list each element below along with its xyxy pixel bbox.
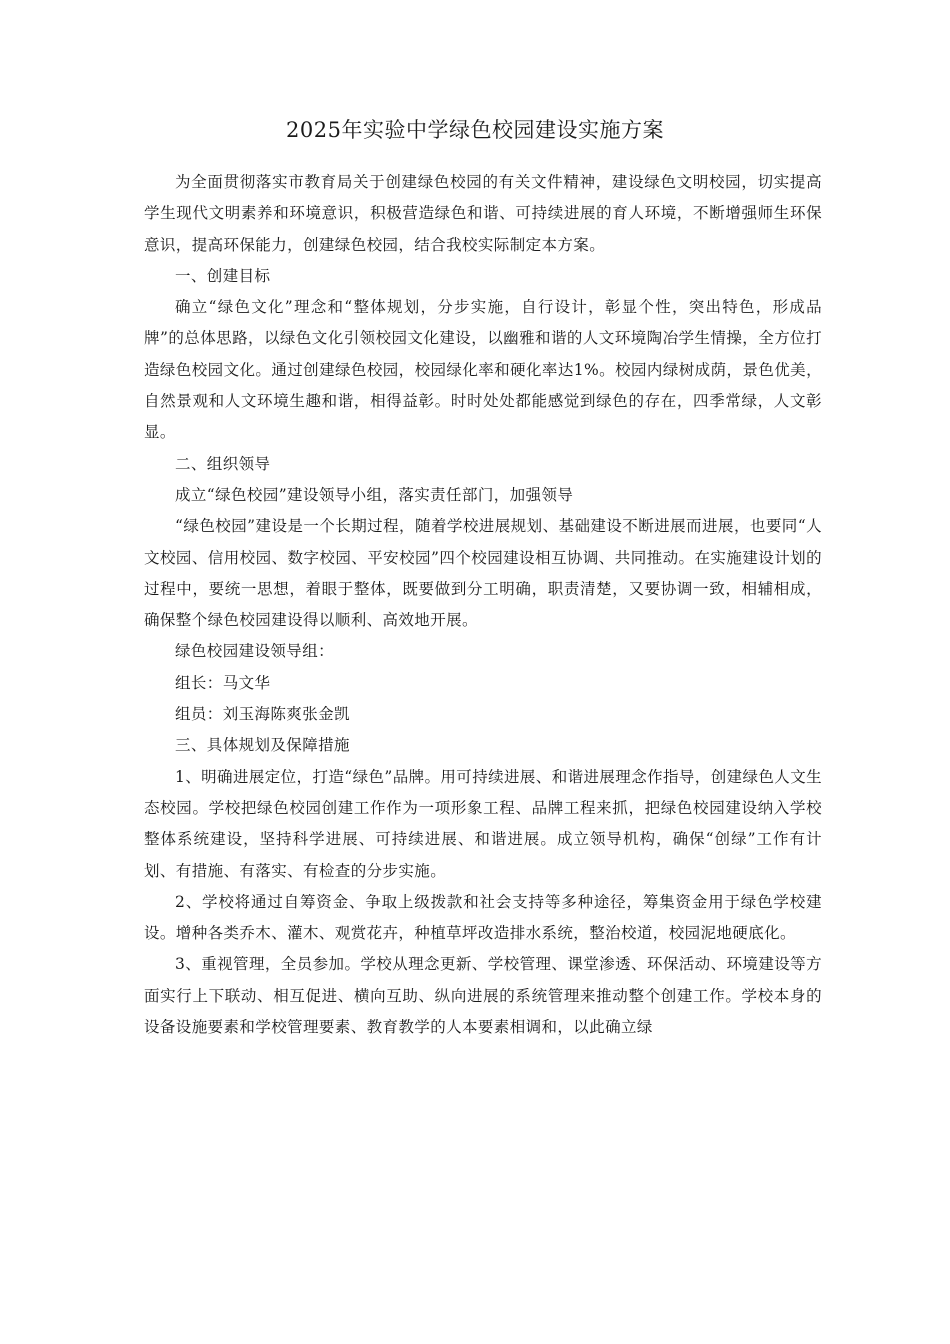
- paragraph-group-members: 组员：刘玉海陈爽张金凯: [175, 705, 350, 724]
- paragraph-intro: 为全面贯彻落实市教育局关于创建绿色校园的有关文件精神，建设绿色文明校园，切实提高学生现代文明素养和环境意识，积极营造绿色和谐、可持续进展的育人环境，不断增强师生环保意识，提高环保能力，创建绿色校园，结合我校实际制定本方案。: [144, 173, 822, 254]
- heading-measures: 三、具体规划及保障措施: [175, 736, 350, 755]
- heading-goals: 一、创建目标: [175, 266, 271, 285]
- paragraph-leadership-group: 成立“绿色校园”建设领导小组，落实责任部门，加强领导: [175, 485, 574, 504]
- paragraph-measure-1: 1、明确进展定位，打造“绿色”品牌。用可持续进展、和谐进展理念作指导，创建绿色人文生态校园。学校把绿色校园创建工作作为一项形象工程、品牌工程来抓，把绿色校园建设纳入学校整体系统建设，坚持科学进展、可持续进展、和谐进展。成立领导机构，确保“创绿”工作有计划、有措施、有落实、有检查的分步实施。: [144, 767, 823, 880]
- document-body: [144, 167, 822, 1043]
- heading-organization: 二、组织领导: [175, 454, 271, 473]
- paragraph-long-term-process: “绿色校园”建设是一个长期过程，随着学校进展规划、基础建设不断进展而进展，也要同“人文校园、信用校园、数字校园、平安校园”四个校园建设相互协调、共同推动。在实施建设计划的过程中，要统一思想，着眼于整体，既要做到分工明确，职责清楚，又要协调一致，相辅相成，确保整个绿色校园建设得以顺利、高效地开展。: [144, 517, 822, 630]
- paragraph-group-leader: 组长：马文华: [175, 673, 271, 692]
- document-title: 2025年实验中学绿色校园建设实施方案: [286, 118, 664, 142]
- paragraph-measure-3: 3、重视管理，全员参加。学校从理念更新、学校管理、课堂渗透、环保活动、环境建设等方面实行上下联动、相互促进、横向互助、纵向进展的系统管理来推动整个创建工作。学校本身的设备设施要素和学校管理要素、教育教学的人本要素相调和，以此确立绿: [144, 955, 822, 1037]
- paragraph-group-heading: 绿色校园建设领导组：: [175, 642, 335, 661]
- paragraph-measure-2: 2、学校将通过自筹资金、争取上级拨款和社会支持等多种途径，筹集资金用于绿色学校建设。增种各类乔木、灌木、观赏花卉，种植草坪改造排水系统，整治校道，校园泥地硬底化。: [144, 892, 822, 943]
- paragraph-goals: 确立“绿色文化”理念和“整体规划，分步实施，自行设计，彰显个性，突出特色，形成品牌”的总体思路，以绿色文化引领校园文化建设，以幽雅和谐的人文环境陶冶学生情操，全方位打造绿色校园文化。通过创建绿色校园，校园绿化率和硬化率达1%。校园内绿树成荫，景色优美，自然景观和人文环境生趣和谐，相得益彰。时时处处都能感觉到绿色的存在，四季常绿，人文彰显。: [144, 298, 822, 442]
